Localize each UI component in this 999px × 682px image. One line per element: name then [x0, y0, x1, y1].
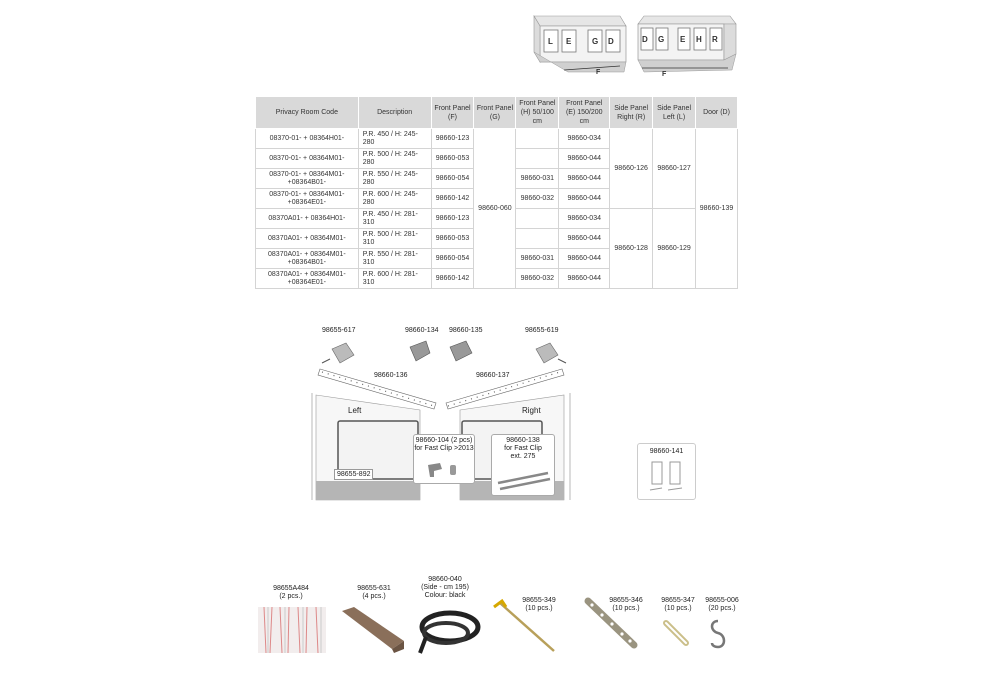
accessory-label: 98655-631 (4 pcs.)	[357, 585, 391, 600]
part-label: 98660-136	[374, 372, 408, 379]
svg-text:F: F	[596, 69, 601, 76]
col-header: Side Panel Right (R)	[610, 97, 653, 129]
part-label-892: 98655-892	[334, 469, 373, 480]
accessory-label: 98655A484 (2 pcs.)	[273, 585, 309, 600]
part-label: 98660-134	[405, 327, 439, 334]
right-label: Right	[522, 406, 541, 415]
tent-peg-image	[490, 597, 560, 655]
svg-text:H: H	[696, 35, 702, 44]
svg-text:D: D	[608, 37, 614, 46]
part-label: 98660-135	[449, 327, 483, 334]
svg-text:E: E	[680, 35, 686, 44]
tent-diagrams	[528, 10, 738, 78]
svg-text:F: F	[662, 71, 667, 78]
fabric-strip-image	[258, 607, 326, 653]
col-header: Description	[358, 97, 431, 129]
table-row: 08370A01- + 08364M01- P.R. 500 / H: 281-310 98660-053 98660-044	[256, 229, 738, 249]
left-label: Left	[348, 406, 362, 415]
bracket-icon	[648, 460, 688, 496]
zipper-image	[416, 605, 482, 657]
table-row: 08370-01- + 08364H01- P.R. 450 / H: 245-280 98660-123 98660-060 98660-034 98660-126 98660-127 98660-139	[256, 129, 738, 149]
tent-diagram-right	[638, 16, 736, 78]
callout-104: 98660-104 (2 pcs) for Fast Clip >2013	[413, 434, 475, 484]
table-row: 08370A01- + 08364H01- P.R. 450 / H: 281-310 98660-123 98660-034 98660-128 98660-129	[256, 209, 738, 229]
col-header: Front Panel (F)	[431, 97, 474, 129]
tent-left-panel-L: L	[548, 37, 553, 46]
col-header: Privacy Room Code	[256, 97, 359, 129]
rubber-strap-image	[582, 597, 640, 651]
fast-clip-icon	[424, 459, 464, 479]
accessory-label: 98655-346 (10 pcs.)	[609, 597, 643, 612]
table-row: 08370-01- + 08364M01- +08364B01- P.R. 550 / H: 245-280 98660-054 98660-031 98660-044	[256, 169, 738, 189]
tent-diagram-left	[534, 16, 626, 76]
door-cell: 98660-139	[696, 129, 738, 289]
accessory-label: 98655-347 (10 pcs.)	[661, 597, 695, 612]
parts-table	[255, 96, 738, 289]
svg-text:R: R	[712, 35, 718, 44]
part-141-box: 98660-141	[637, 443, 696, 500]
col-header: Side Panel Left (L)	[653, 97, 696, 129]
svg-text:D: D	[642, 35, 648, 44]
svg-text:E: E	[566, 37, 572, 46]
col-header: Front Panel (E) 150/200 cm	[559, 97, 610, 129]
table-row: 08370A01- + 08364M01- +08364E01- P.R. 600 / H: 281-310 98660-142 98660-032 98660-044	[256, 269, 738, 289]
table-header-row	[256, 97, 738, 129]
accessory-label: 98660-040 (Side - cm 195) Colour: black	[421, 576, 469, 599]
wooden-bar-image	[340, 605, 406, 653]
table-row: 08370A01- + 08364M01- +08364B01- P.R. 550 / H: 281-310 98660-054 98660-031 98660-044	[256, 249, 738, 269]
s-hook-image	[704, 617, 738, 653]
accessory-label: 98655-006 (20 pcs.)	[705, 597, 739, 612]
table-row: 08370-01- + 08364M01- P.R. 500 / H: 245-280 98660-053 98660-044	[256, 149, 738, 169]
col-header: Front Panel (H) 50/100 cm	[516, 97, 559, 129]
part-label: 98655-617	[322, 327, 356, 334]
col-header: Door (D)	[696, 97, 738, 129]
part-label: 98660-137	[476, 372, 510, 379]
rail-profile-icon	[496, 469, 552, 493]
table-row: 08370-01- + 08364M01- +08364E01- P.R. 600 / H: 245-280 98660-142 98660-032 98660-044	[256, 189, 738, 209]
callout-138: 98660-138 for Fast Clip ext. 275	[491, 434, 555, 496]
front-panel-g-cell: 98660-060	[474, 129, 516, 289]
rubber-ring-image	[660, 617, 694, 651]
part-label: 98655-619	[525, 327, 559, 334]
accessory-label: 98655-349 (10 pcs.)	[522, 597, 556, 612]
svg-text:G: G	[658, 35, 665, 44]
svg-text:G: G	[592, 37, 599, 46]
col-header: Front Panel (G)	[474, 97, 516, 129]
